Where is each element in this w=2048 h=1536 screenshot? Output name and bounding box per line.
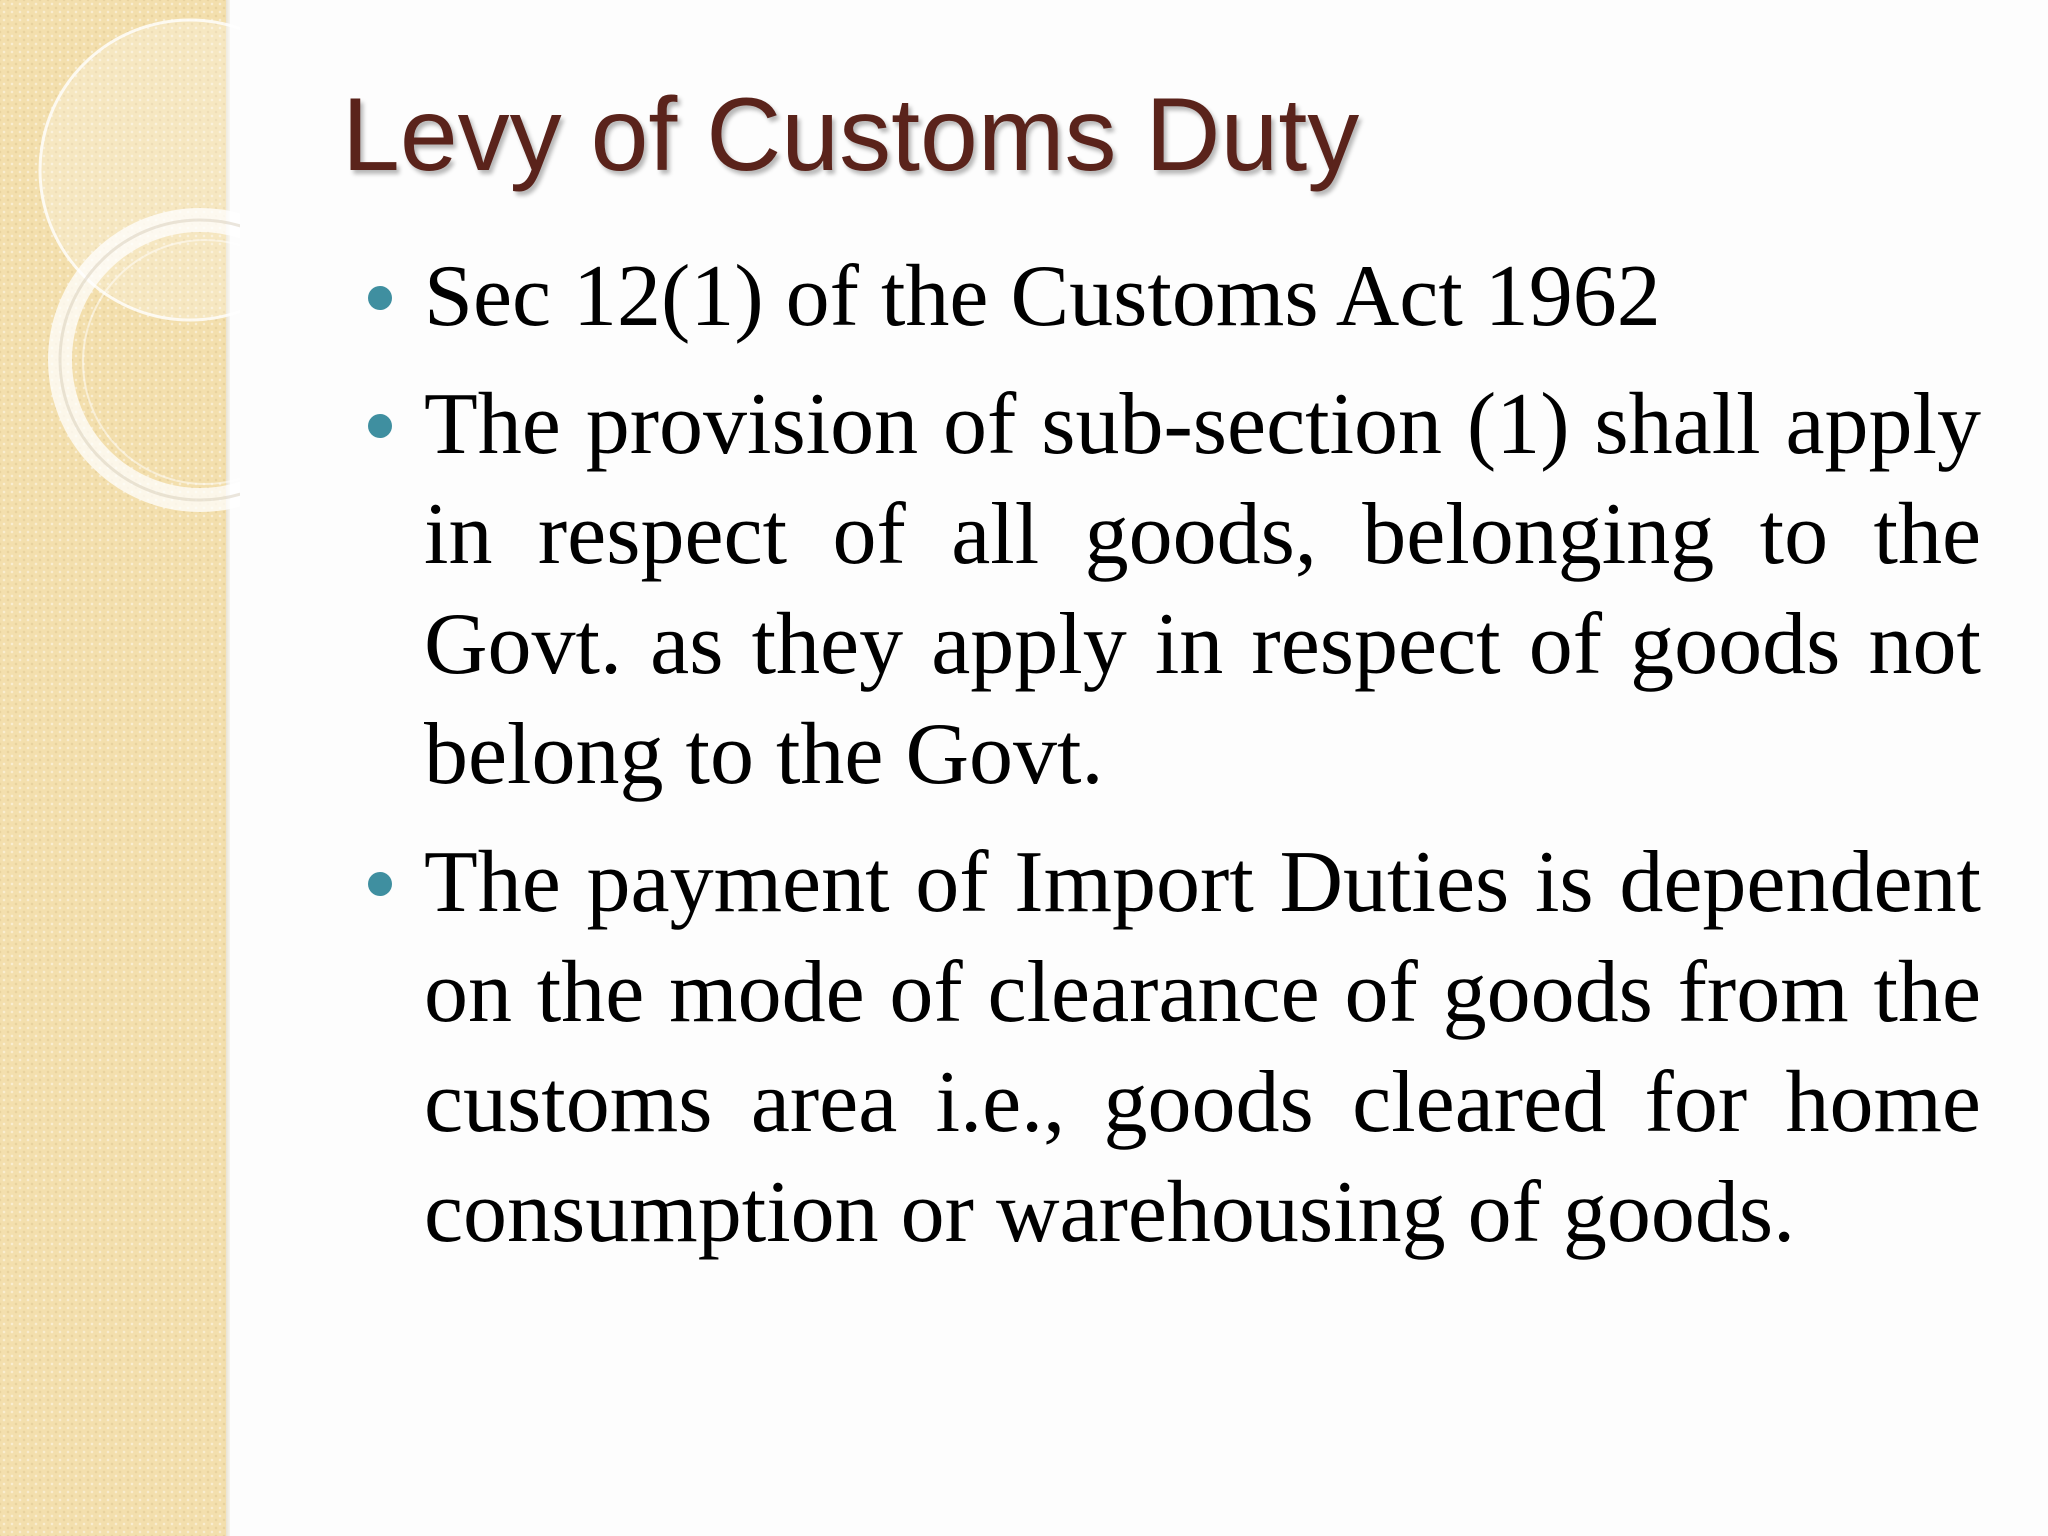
bullet-dot-icon [368, 414, 392, 438]
bullet-item [368, 242, 1981, 352]
bullet-dot-icon [368, 872, 392, 896]
ring-decoration-icon [0, 0, 240, 520]
bullet-item [368, 370, 1981, 810]
bullet-item [368, 828, 1981, 1268]
bullet-text: Sec 12(1) of the Customs Act 1962 [424, 248, 1661, 345]
slide-title: Levy of Customs Duty [342, 77, 1360, 193]
bullet-dot-icon [368, 286, 392, 310]
bullet-text: The payment of Import Duties is dependent on the mode of clearance of goods from the customs area i.e., goods cleared for home consumption or warehousing of goods. [424, 834, 1981, 1261]
bullet-text: The provision of sub-section (1) shall apply in respect of all goods, belonging to the Govt. as they apply in respect of goods not belong to the Govt. [424, 376, 1981, 803]
bullet-list [368, 242, 1981, 1286]
